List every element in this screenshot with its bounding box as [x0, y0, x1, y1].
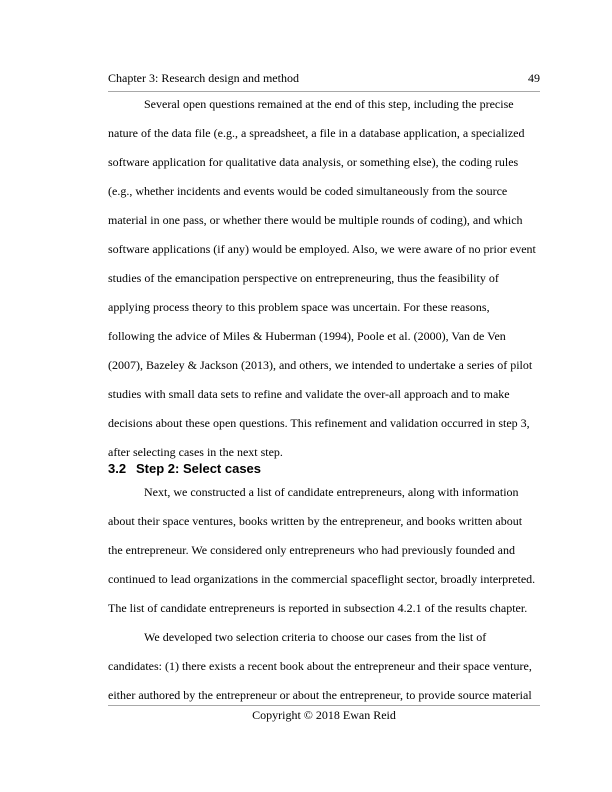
text-line: (2007), Bazeley & Jackson (2013), and others, we intended to undertake a series of pilot	[108, 358, 533, 372]
text-line: Several open questions remained at the end of this step, including the precise	[144, 97, 514, 111]
header-rule	[108, 91, 540, 92]
section-heading	[108, 461, 261, 476]
text-line: decisions about these open questions. This refinement and validation occurred in step 3,	[108, 416, 530, 430]
text-line: Next, we constructed a list of candidate entrepreneurs, along with information	[144, 485, 519, 499]
text-line: (e.g., whether incidents and events would be coded simultaneously from the source	[108, 184, 508, 198]
text-line: applying process theory to this problem space was uncertain. For these reasons,	[108, 300, 490, 314]
text-line: We developed two selection criteria to choose our cases from the list of	[144, 630, 487, 644]
chapter-title: Chapter 3: Research design and method	[108, 71, 299, 85]
footer-rule	[108, 705, 540, 706]
text-line: nature of the data file (e.g., a spreadsheet, a file in a database application, a specialized	[108, 126, 525, 140]
text-line: software applications (if any) would be employed. Also, we were aware of no prior event	[108, 242, 536, 256]
text-line: The list of candidate entrepreneurs is reported in subsection 4.2.1 of the results chapter.	[108, 601, 528, 615]
running-header	[108, 71, 540, 87]
text-line: software application for qualitative data analysis, or something else), the coding rules	[108, 155, 519, 169]
section-number: 3.2	[108, 461, 127, 476]
text-line: material in one pass, or whether there would be multiple rounds of coding), and which	[108, 213, 523, 227]
text-line: either authored by the entrepreneur or about the entrepreneur, to provide source material	[108, 688, 532, 702]
section-title: Step 2: Select cases	[136, 461, 262, 476]
text-line: about their space ventures, books written by the entrepreneur, and books written about	[108, 514, 523, 528]
text-line: following the advice of Miles & Huberman (1994), Poole et al. (2000), Van de Ven	[108, 329, 506, 343]
text-line: continued to lead organizations in the commercial spaceflight sector, broadly interpreted.	[108, 572, 536, 586]
text-line: the entrepreneur. We considered only entrepreneurs who had previously founded and	[108, 543, 516, 557]
text-line: after selecting cases in the next step.	[108, 445, 283, 459]
page-number: 49	[528, 71, 540, 85]
text-line: candidates: (1) there exists a recent book about the entrepreneur and their space venture,	[108, 659, 532, 673]
text-line: studies with small data sets to refine and validate the over-all approach and to make	[108, 387, 510, 401]
copyright-footer: Copyright © 2018 Ewan Reid	[252, 708, 396, 722]
text-line: studies of the emancipation perspective on entrepreneuring, thus the feasibility of	[108, 271, 499, 285]
